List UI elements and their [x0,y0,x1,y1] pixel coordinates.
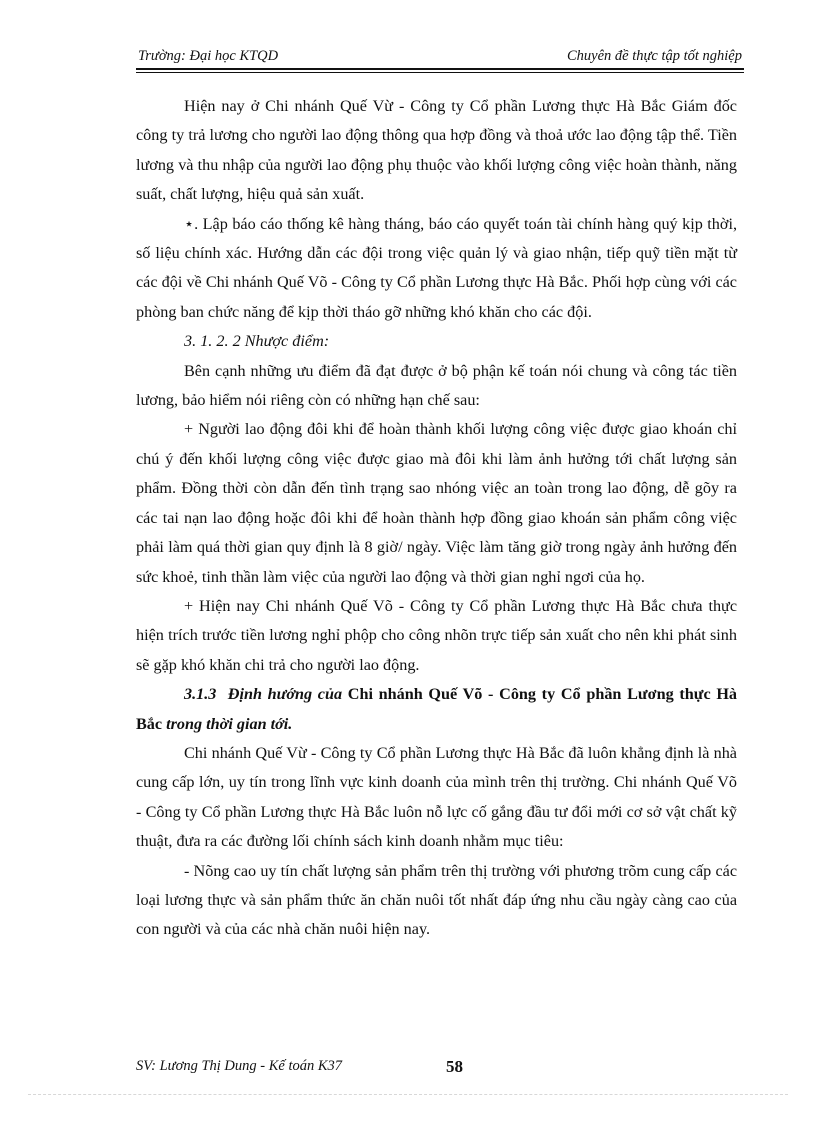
page-body [136,92,737,945]
section-heading [136,680,737,739]
section-lead: Định hướng của [227,685,343,704]
section-tail: trong thời gian tới. [166,714,293,733]
footer-student: SV: Lương Thị Dung - Kế toán K37 [136,1058,343,1074]
paragraph: + Người lao động đôi khi để hoàn thành khối lượng công việc được giao khoán chỉ chú ý đến khối lượng công việc được giao mà đôi khi làm ảnh hưởng tới chất lượng sản phẩm. Đồng thời còn dẫn đến tình trạng sao nhóng việc an toàn trong lao động, dễ gõy ra các tai nạn lao động hoặc đôi khi để hoàn thành hợp đồng giao khoán sản phẩm công việc phải làm quá thời gian quy định là 8 giờ/ ngày. Việc làm tăng giờ trong ngày ảnh hưởng đến sức khoẻ, tinh thần làm việc của người lao động và thời gian nghỉ ngơi của họ. [136,420,737,586]
paragraph: ⋆. Lập báo cáo thống kê hàng tháng, báo cáo quyết toán tài chính hàng quý kịp thời, số liệu chính xác. Hướng dẫn các đội trong việc quản lý và giao nhận, tiếp quỹ tiền mặt từ các đội về Chi nhánh Quế Võ - Công ty Cổ phần Lương thực Hà Bắc. Phối hợp cùng với các phòng ban chức năng để kịp thời tháo gỡ những khó khăn cho các đội. [136,214,737,321]
section-company: Chi nhánh Quế Võ - Công ty Cổ phần Lương thực Hà Bắc [136,685,738,733]
paragraph: + Hiện nay Chi nhánh Quế Võ - Công ty Cổ phần Lương thực Hà Bắc chưa thực hiện trích trước tiền lương nghỉ phộp cho công nhõn trực tiếp sản xuất cho nên khi phát sinh sẽ gặp khó khăn chi trả cho người lao động. [136,596,737,674]
page-header [136,48,744,70]
page-footer [136,1058,744,1082]
paragraph: - Nõng cao uy tín chất lượng sản phẩm trên thị trường với phương trõm cung cấp các loại lương thực và sản phẩm thức ăn chăn nuôi tốt nhất đáp ứng nhu cầu ngày càng cao của con người và của các nhà chăn nuôi hiện nay. [136,861,737,939]
page-number: 58 [446,1057,463,1076]
header-rule-thick [136,68,744,70]
header-school: Trường: Đại học KTQD [138,48,279,64]
header-rule-thin [136,72,744,73]
section-number: 3.1.3 [184,685,217,704]
header-report-title: Chuyên đề thực tập tốt nghiệp [566,48,742,64]
paragraph: Chi nhánh Quế Vừ - Công ty Cổ phần Lương thực Hà Bắc đã luôn khẳng định là nhà cung cấp lớn, uy tín trong lĩnh vực kinh doanh của mình trên thị trường. Chi nhánh Quế Võ - Công ty Cổ phần Lương thực Hà Bắc luôn nỗ lực cố gắng đầu tư đổi mới cơ sở vật chất kỹ thuật, đưa ra các đường lối chính sách kinh doanh nhằm mục tiêu: [136,743,737,851]
page-bottom-divider [28,1094,788,1095]
paragraph: Bên cạnh những ưu điểm đã đạt được ở bộ phận kế toán nói chung và công tác tiền lương, bảo hiểm nói riêng còn có những hạn chế sau: [136,361,737,410]
subheading: 3. 1. 2. 2 Nhược điểm: [184,332,330,351]
paragraph: Hiện nay ở Chi nhánh Quế Vừ - Công ty Cổ phần Lương thực Hà Bắc Giám đốc công ty trả lương cho người lao động thông qua hợp đồng và thoả ước lao động tập thể. Tiền lương và thu nhập của người lao động phụ thuộc vào khối lượng công việc hoàn thành, năng suất, chất lượng, hiệu quả sản xuất. [136,97,737,204]
